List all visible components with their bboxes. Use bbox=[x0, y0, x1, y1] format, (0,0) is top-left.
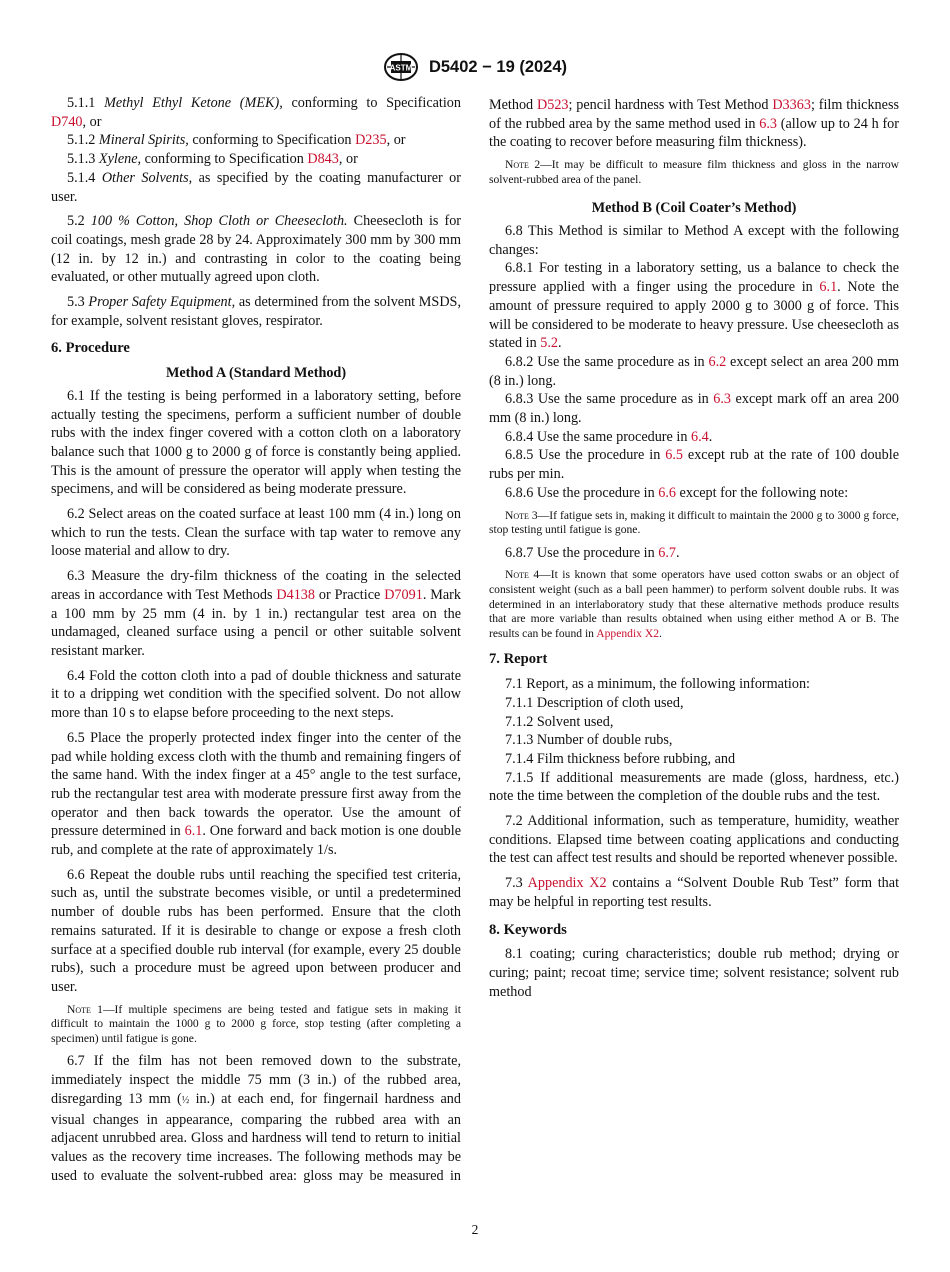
section-7-3: 7.3 Appendix X2 contains a “Solvent Double Rub Test” form that may be helpful in reporting test results. bbox=[489, 875, 900, 910]
section-7-2: 7.2 Additional information, such as temperature, humidity, weather conditions. Elapsed time between coating applications and conducting the test can affect test results and should be reported whenever possible. bbox=[489, 813, 899, 867]
note-4: Note 4—It is known that some operators have used cotton swabs or an object of consistent weight (such as a ball peen hammer) to perform solvent double rubs. It was determined in an interlaboratory study that these alternative methods produce results that are more variable than results obtained when using either method A or B. The results can be found in Appendix X2. bbox=[489, 568, 899, 640]
section-5-1-3: 5.1.3 Xylene, conforming to Specification D843, or bbox=[67, 151, 358, 168]
section-6-7-continuation bbox=[489, 94, 899, 152]
section-6-2: 6.2 Select areas on the coated surface at least 100 mm (4 in.) long on which to run the tests. Clean the surface with tap water to remove any loose material and allow to dry. bbox=[51, 506, 461, 560]
ref-link[interactable]: D740 bbox=[51, 113, 83, 130]
section-6-5: 6.5 Place the properly protected index finger into the center of the pad while holding excess cloth with the thumb and remaining fingers of the same hand. With the index finger at a 45° angle to the test surface, rub the rectangular test area with moderate pressure first away from the operator and then back towards the operator. Use the amount of pressure determined in 6.1. One forward and back motion is one double rub, and complete at the rate of approximately 1/s. bbox=[51, 729, 462, 859]
section-6-8-7: 6.8.7 Use the procedure in 6.7. bbox=[505, 544, 680, 561]
ref-link[interactable]: D3363 bbox=[772, 97, 811, 114]
section-7-1-4: 7.1.4 Film thickness before rubbing, and bbox=[505, 750, 736, 767]
note-3: Note 3—If fatigue sets in, making it difficult to maintain the 2000 g to 3000 g force, stop testing until fatigue is gone. bbox=[489, 508, 899, 537]
section-6-7: 6.7 If the film has not been removed down to the substrate, immediately inspect the middle 75 mm (3 in.) of the rubbed area, disregarding 13 mm (½ in.) at each end, for fingernail hardness and visual changes in appearance, comparing the rubbed area with an adjacent unrubbed area. Gloss and hardness will tend to return to initial values as the recovery time increases. The following methods may be used to evaluate the solvent-rubbed area: gloss may be measured in bbox=[51, 1053, 461, 1184]
section-6-3: 6.3 Measure the dry-film thickness of the coating in the selected areas in accordance with Test Methods D4138 or Practice D7091. Mark a 100 mm by 25 mm (4 in. by 1 in.) rectangular test area on the undamaged, cleaned surface using a pencil or other suitable solvent resistant marker. bbox=[51, 568, 461, 659]
section-5-2: 5.2 100 % Cotton, Shop Cloth or Cheesecloth. Cheesecloth is for coil coatings, mesh grade 28 by 24. Approximately 300 mm by 300 mm (12 in. by 12 in.) and contrasting in color to the coating being evaluated, or other mutually agreed upon cloth. bbox=[51, 213, 462, 286]
section-7-1-2: 7.1.2 Solvent used, bbox=[505, 713, 614, 730]
ref-link[interactable]: D7091 bbox=[384, 586, 423, 603]
ref-link[interactable]: 6.7 bbox=[658, 544, 676, 561]
section-7-1-1: 7.1.1 Description of cloth used, bbox=[505, 694, 684, 711]
section-6-8-2: 6.8.2 Use the same procedure as in 6.2 except select an area 200 mm (8 in.) long. bbox=[489, 353, 899, 389]
section-heading-procedure: 6. Procedure bbox=[51, 340, 130, 357]
ref-link[interactable]: D235 bbox=[355, 132, 387, 149]
page-header bbox=[0, 52, 950, 82]
section-6-4: 6.4 Fold the cotton cloth into a pad of double thickness and saturate it to a dripping wet condition with the specified solvent. Do not allow more than 10 s to elapse before proceeding to the next steps. bbox=[51, 667, 461, 722]
ref-link[interactable]: D523 bbox=[536, 97, 569, 114]
ref-link[interactable]: 6.6 bbox=[658, 484, 676, 501]
logo-text: ASTM bbox=[389, 63, 413, 73]
astm-logo bbox=[383, 52, 419, 82]
page-number: 2 bbox=[471, 1222, 479, 1237]
section-heading-keywords: 8. Keywords bbox=[489, 921, 567, 938]
ref-link[interactable]: Appendix X2 bbox=[527, 875, 607, 892]
section-8-1: 8.1 coating; curing characteristics; double rub method; drying or curing; paint; recoat time; service time; solvent resistance; solvent rub method bbox=[489, 946, 899, 1000]
ref-link[interactable]: 6.1 bbox=[819, 279, 838, 296]
section-6-6: 6.6 Repeat the double rubs until reaching the specified test criteria, such as, until the substrate becomes visible, or until a predetermined number of double rubs has been performed. Ensure that the cloth remains saturated. If it is desirable to change or expose a fresh cloth surface at a specified double rub interval (for example, every 25 double rubs), such a procedure must be agreed upon between producer and user. bbox=[51, 866, 461, 995]
section-heading-report: 7. Report bbox=[489, 651, 548, 668]
document-designation: D5402 − 19 (2024) bbox=[428, 57, 568, 76]
note-1: Note 1—If multiple specimens are being tested and fatigue sets in making it difficult to maintain the 1000 g to 2000 g force, stop testing (after completing a specimen) until fatigue is gone. bbox=[51, 1002, 461, 1045]
ref-link[interactable]: 6.5 bbox=[665, 447, 683, 464]
section-6-8: 6.8 This Method is similar to Method A except with the following changes: bbox=[489, 223, 899, 258]
section-6-8-6: 6.8.6 Use the procedure in 6.6 except for the following note: bbox=[505, 484, 849, 501]
ref-link[interactable]: 6.3 bbox=[759, 115, 777, 132]
ref-link[interactable]: D843 bbox=[307, 151, 339, 168]
section-6-1: 6.1 If the testing is being performed in a laboratory setting, before actually testing the specimens, perform a sufficient number of double rubs with the index finger covered with a cotton cloth on a laboratory balance such that 1000 g to 2000 g of force is constantly being applied. This is the amount of pressure the operator will apply when testing the specimens, and will be considered as being moderate pressure. bbox=[51, 387, 461, 498]
section-7-1-3: 7.1.3 Number of double rubs, bbox=[505, 732, 673, 749]
ref-link[interactable]: 6.2 bbox=[708, 353, 727, 370]
method-a-heading: Method A (Standard Method) bbox=[165, 365, 347, 382]
section-6-8-5: 6.8.5 Use the procedure in 6.5 except rub at the rate of 100 double rubs per min. bbox=[489, 447, 899, 483]
section-5-1-4: 5.1.4 Other Solvents, as specified by the coating manufacturer or user. bbox=[51, 169, 461, 205]
method-b-heading: Method B (Coil Coater’s Method) bbox=[591, 200, 797, 217]
section-5-1-2: 5.1.2 Mineral Spirits, conforming to Specification D235, or bbox=[67, 132, 406, 149]
section-5-1-1: 5.1.1 Methyl Ethyl Ketone (MEK), conforming to Specification D740, or bbox=[51, 95, 461, 130]
ref-link[interactable]: 6.1 bbox=[184, 823, 203, 840]
right-column bbox=[489, 94, 899, 1001]
section-6-7-continued: Method D523; pencil hardness with Test Method D3363; film thickness of the rubbed area by the same method used in 6.3 (allow up to 24 h for the coating to recover before measuring film thickness). bbox=[489, 97, 899, 151]
ref-link[interactable]: 6.3 bbox=[713, 391, 732, 408]
section-6-8-4: 6.8.4 Use the same procedure in 6.4. bbox=[505, 428, 713, 445]
ref-link[interactable]: 6.4 bbox=[690, 428, 709, 445]
ref-link[interactable]: Appendix X2 bbox=[596, 626, 660, 640]
left-column bbox=[51, 94, 461, 1183]
section-5-3: 5.3 Proper Safety Equipment, as determined from the solvent MSDS, for example, solvent resistant gloves, respirator. bbox=[51, 294, 461, 329]
ref-link[interactable]: 5.2 bbox=[540, 335, 558, 352]
section-6-8-1: 6.8.1 For testing in a laboratory setting, us a balance to check the pressure applied with a finger using the procedure in 6.1. Note the amount of pressure required to apply 2000 g to 3000 g of force. This will be considered to be moderate to heavy pressure. Use cheesecloth as stated in 5.2. bbox=[489, 260, 899, 352]
section-7-1: 7.1 Report, as a minimum, the following information: bbox=[505, 676, 810, 693]
note-2: Note 2—It may be difficult to measure film thickness and gloss in the narrow solvent-rubbed area of the panel. bbox=[489, 158, 899, 186]
ref-link[interactable]: D4138 bbox=[276, 586, 315, 603]
section-7-1-5: 7.1.5 If additional measurements are made (gloss, hardness, etc.) note the time between the completion of the double rubs and the test. bbox=[489, 769, 899, 805]
section-6-8-3: 6.8.3 Use the same procedure as in 6.3 except mark off an area 200 mm (8 in.) long. bbox=[489, 391, 899, 427]
